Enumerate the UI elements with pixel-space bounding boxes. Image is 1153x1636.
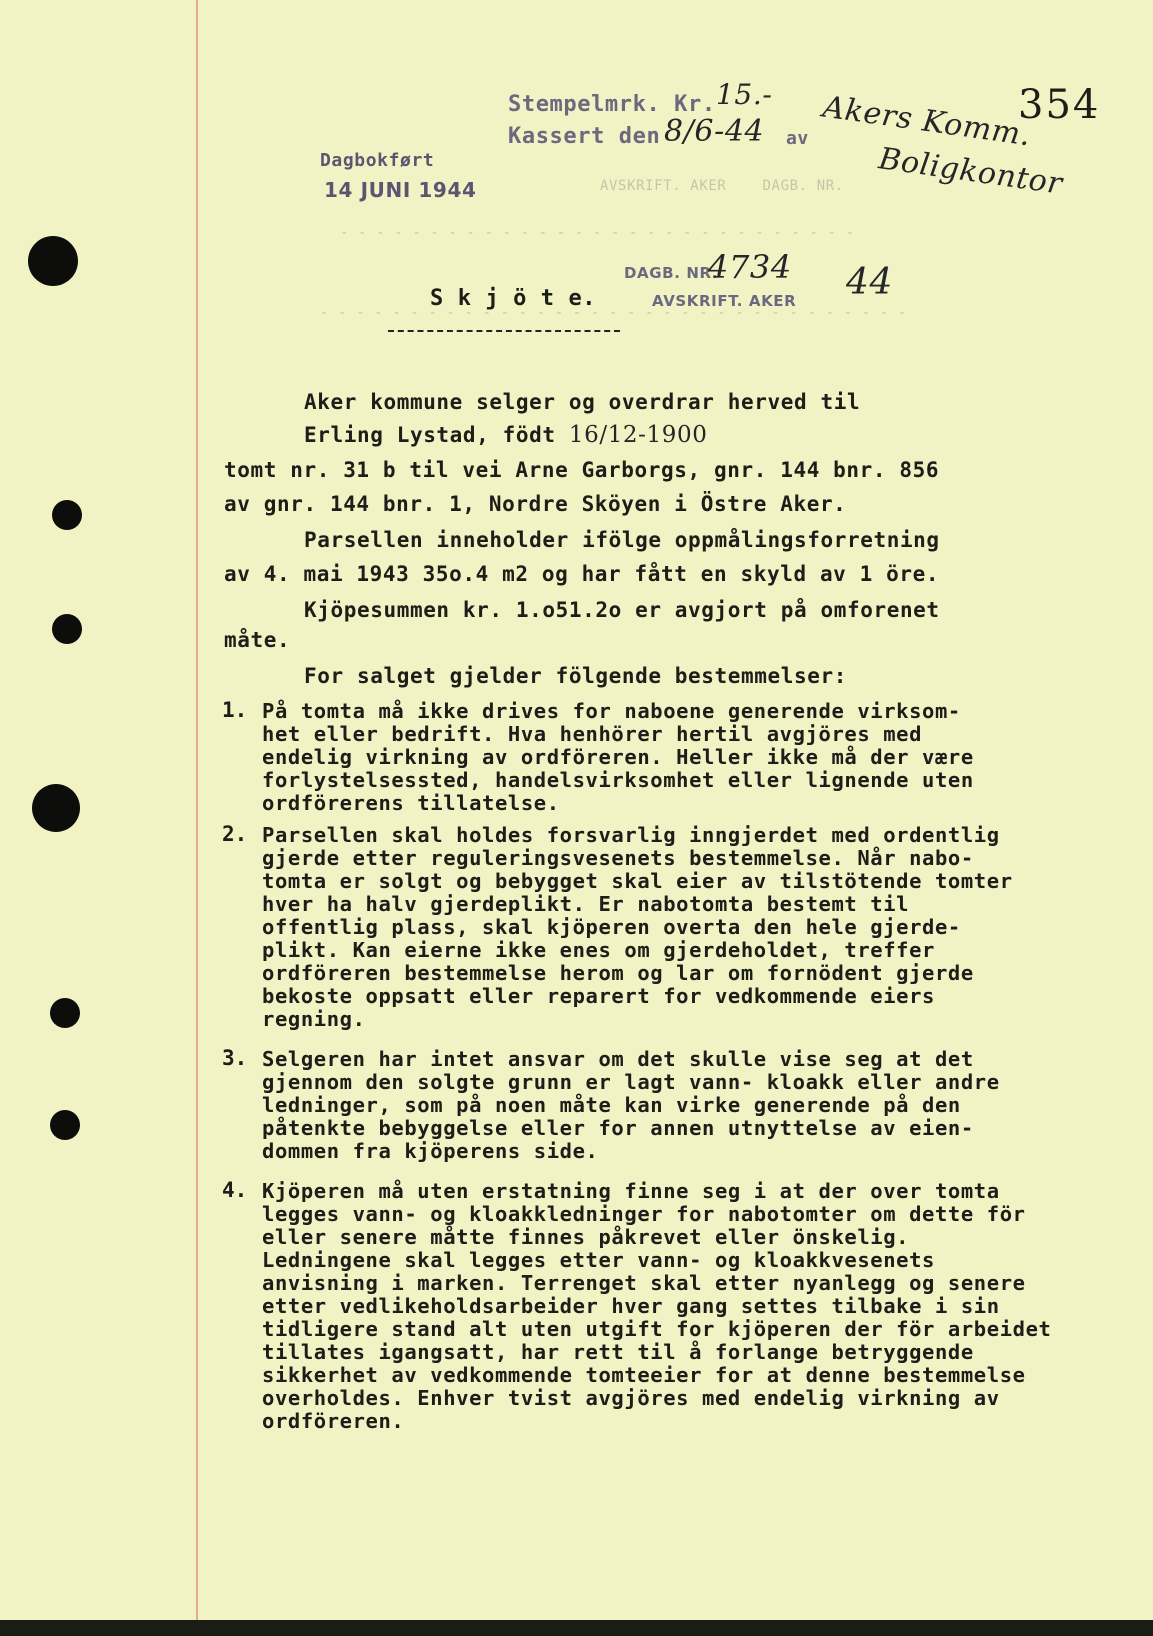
intro-line: av 4. mai 1943 35o.4 m2 og har fått en skyld av 1 öre. [224,562,940,586]
punch-hole [28,236,78,286]
clause-3 [262,1048,1000,1163]
clause-line: ordföreren. [262,1409,405,1433]
clause-line: het eller bedrift. Hva henhörer hertil avgjöres med [262,722,923,746]
clause-line: hver ha halv gjerdeplikt. Er nabotomta bestemt til [262,892,910,916]
clause-line: eller senere måtte finnes påkrevet eller önskelig. [262,1225,910,1249]
page-number: 354 [1018,82,1101,128]
clause-line: gjerde etter reguleringsvesenets bestemmelse. Når nabo- [262,846,974,870]
punch-hole [52,614,82,644]
scan-border [0,1620,1153,1636]
intro-line: tomt nr. 31 b til vei Arne Garborgs, gnr. 144 bnr. 856 [224,458,940,482]
clause-line: tillates igangsatt, har rett til å forlange betryggende [262,1340,974,1364]
clause-line: Kjöperen må uten erstatning finne seg i at der over tomta [262,1179,1000,1203]
stamp-av: av [786,128,809,149]
dagb-year-handwritten: 44 [846,262,894,303]
clause-4 [262,1180,1051,1433]
clause-line: Ledningene skal legges etter vann- og kloakkvesenets [262,1248,935,1272]
clause-number: 3. [222,1046,248,1070]
clause-number: 1. [222,698,248,722]
intro-line: For salget gjelder fölgende bestemmelser: [304,664,847,688]
signature-handwritten-line2: Boligkontor [876,141,1065,202]
clause-line: etter vedlikeholdsarbeider hver gang settes tilbake i sin [262,1294,1000,1318]
stamp-stempelmerke: Stempelmrk. Kr. [508,92,716,117]
stamp-dagbokfort: Dagbokført [320,150,435,171]
intro-line: Parsellen inneholder ifölge oppmålingsforretning [304,528,940,552]
clause-line: plikt. Kan eierne ikke enes om gjerdeholdet, treffer [262,938,935,962]
clause-line: offentlig plass, skal kjöperen overta den hele gjerde- [262,915,961,939]
document-title: S k j ö t e. [430,286,597,311]
intro-line: Erling Lystad, födt 16/12-1900 [304,422,708,448]
intro-line: Aker kommune selger og overdrar herved til [304,390,861,414]
clause-line: overholdes. Enhver tvist avgjöres med endelig virkning av [262,1386,1000,1410]
clause-line: sikkerhet av vedkommende tomteeier for at denne bestemmelse [262,1363,1026,1387]
punch-hole [32,784,80,832]
clause-1 [262,700,974,815]
clause-line: Parsellen skal holdes forsvarlig inngjerdet med ordentlig [262,823,1000,847]
margin-rule [196,0,198,1620]
stamp-dagbok-date: 14 JUNI 1944 [324,178,477,202]
clause-line: anvisning i marken. Terrenget skal etter nyanlegg og senere [262,1271,1026,1295]
stamp-dagb-nr: DAGB. NR. [624,264,719,282]
kassert-date-handwritten: 8/6-44 [664,114,765,149]
punch-hole [50,998,80,1028]
title-underline [388,330,620,332]
clause-line: endelig virkning av ordföreren. Heller ikke må der være [262,745,974,769]
clause-line: På tomta må ikke drives for naboene generende virksom- [262,699,961,723]
birth-date-handwritten: 16/12-1900 [568,422,708,448]
clause-line: ordföreren bestemmelse herom og lar om fornödent gjerde [262,961,974,985]
stamp-avskrift: AVSKRIFT. AKER [652,292,797,310]
clause-line: påtenkte bebyggelse eller for annen utnyttelse av eien- [262,1116,974,1140]
bleed-through: - - - - - - - - - - - - - - - - - - - - - - - - - - - - - [340,225,855,241]
clause-line: legges vann- og kloakkledninger for nabotomter om dette för [262,1202,1026,1226]
stamp-value-handwritten: 15.- [716,78,773,111]
clause-line: Selgeren har intet ansvar om det skulle vise seg at det [262,1047,974,1071]
clause-number: 4. [222,1178,248,1202]
clause-2 [262,824,1013,1031]
punch-hole [52,500,82,530]
clause-line: regning. [262,1007,366,1031]
clause-line: dommen fra kjöperens side. [262,1139,599,1163]
bleed-through: - - - - - - - - - - - - - - - - - - - - - - - - - - - - - - - - - [320,305,907,321]
clause-number: 2. [222,822,248,846]
stamp-kassert: Kassert den [508,124,661,149]
clause-line: bekoste oppsatt eller reparert for vedkommende eiers [262,984,935,1008]
dagb-number-handwritten: 4734 [708,248,792,286]
clause-line: tidligere stand alt uten utgift for kjöperen der för arbeidet [262,1317,1052,1341]
intro-line: av gnr. 144 bnr. 1, Nordre Sköyen i Östre Aker. [224,492,847,516]
clause-line: gjennom den solgte grunn er lagt vann- kloakk eller andre [262,1070,1000,1094]
clause-line: ordförerens tillatelse. [262,791,560,815]
bleed-through: AVSKRIFT. AKER DAGB. NR. [600,178,844,194]
signature-handwritten: Akers Komm. [820,89,1033,154]
clause-line: forlystelsessted, handelsvirksomhet eller lignende uten [262,768,974,792]
intro-line: Kjöpesummen kr. 1.o51.2o er avgjort på omforenet [304,598,940,622]
punch-hole [50,1110,80,1140]
clause-line: tomta er solgt og bebygget skal eier av tilstötende tomter [262,869,1013,893]
clause-line: ledninger, som på noen måte kan virke generende på den [262,1093,961,1117]
intro-line: måte. [224,628,291,652]
